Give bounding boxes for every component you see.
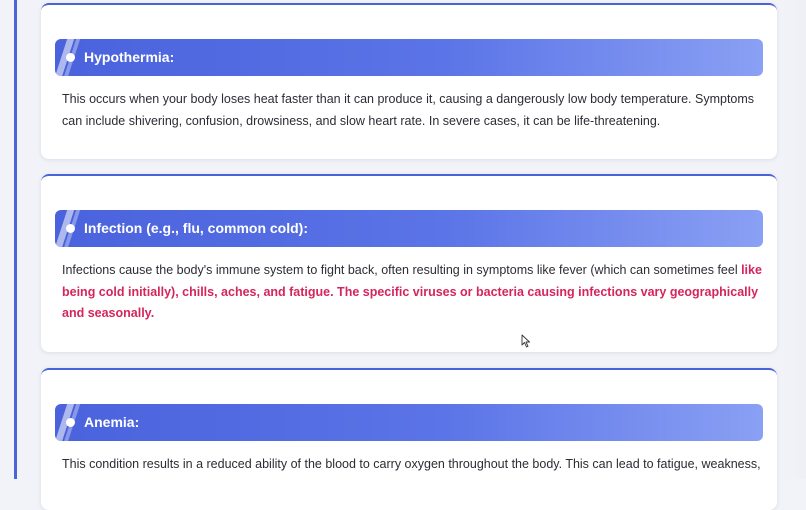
section-body: This condition results in a reduced ability of the blood to carry oxygen throughout the body. This can lead to fatigue, weakness, (62, 457, 761, 471)
white-dot-icon (66, 418, 75, 427)
section-header (55, 404, 763, 441)
section-title: Anemia: (84, 414, 140, 430)
section-header (55, 210, 763, 247)
page-edge (782, 0, 806, 479)
section-title: Hypothermia: (84, 49, 175, 65)
mouse-cursor-icon (521, 334, 531, 348)
left-accent-rule (14, 0, 17, 479)
section-title: Infection (e.g., flu, common cold): (84, 220, 308, 236)
section-body (62, 260, 762, 325)
section-body: This occurs when your body loses heat faster than it can produce it, causing a dangerously low body temperature. Symptoms can include shivering, confusion, drowsiness, and slow heart rate. In severe cases, it can be life-threatening. (62, 92, 755, 128)
body-text-plain: Infections cause the body's immune system to fight back, often resulting in symptoms like fever (which can sometimes feel (62, 263, 742, 277)
white-dot-icon (66, 224, 75, 233)
info-card-infection (41, 174, 777, 352)
info-card-anemia (41, 368, 777, 510)
section-header (55, 39, 763, 76)
white-dot-icon (66, 53, 75, 62)
info-card-hypothermia (41, 3, 777, 159)
body-text-highlight: like being cold initially), chills, aches, and fatigue. The specific viruses or bacteria causing infections vary geographically and seasonally. (62, 263, 762, 320)
